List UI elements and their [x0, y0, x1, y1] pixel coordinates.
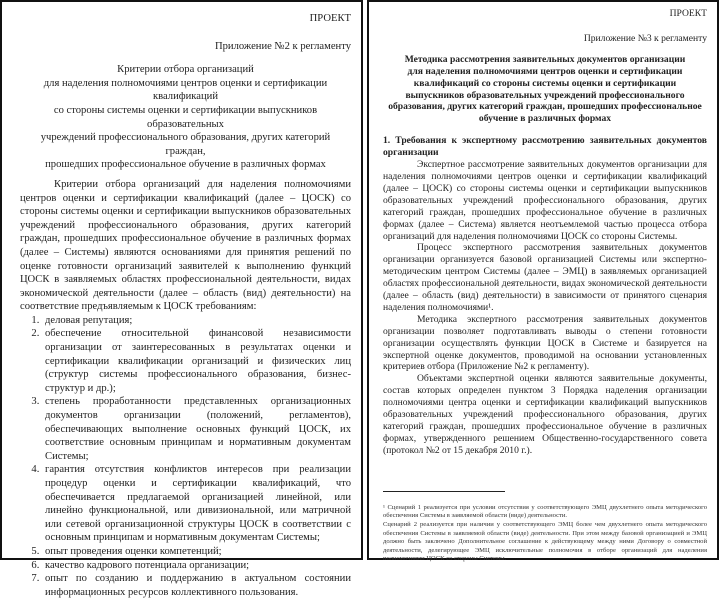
title-line: прошедших профессиональное обучение в различных формах [45, 159, 326, 171]
title-line: Методика рассмотрения заявительных документов организации [404, 53, 686, 65]
paragraph: Процесс экспертного рассмотрения заявительных документов организации организуется базовой организацией Системы или экспертно-методическим центром Системы (далее – ЭМЦ) в заявляемых организацией областях профессиональной деятельности, видах экономической деятельности (далее – область (вид) деятельности) в зависимости от принятого сценария наделения полномочиями¹. [383, 242, 707, 313]
title-line: квалификаций со стороны системы оценки и сертификации [413, 77, 677, 89]
paragraph: Экспертное рассмотрение заявительных документов организации для наделения полномочиями центров оценки и сертификации квалификаций (далее – ЦОСК) со стороны системы оценки и сертификации выпускников образовательных учреждений профессионального образования, других категорий граждан, прошедших профессиональное обучение в различных формах (далее – Система) является неотъемлемой частью процесса отбора организаций для наделения полномочиями ЦОСК со стороны Системы. [383, 159, 707, 242]
document-title [20, 63, 351, 172]
title-line: учреждений профессионального образования, других категорий граждан, [40, 132, 331, 157]
title-line: образования, других категорий граждан, прошедших профессиональное [388, 101, 702, 113]
intro-paragraph: Критерии отбора организаций для наделения полномочиями центров оценки и сертификации квалификаций (далее – ЦОСК) со стороны системы оценки и сертификации выпускников образовательных учреждений профессионального образования, других категорий граждан, прошедших профессиональное обучение в различных формах (далее – Системы) являются основаниями для принятия решений по оценке готовности организаций заявителей к выполнению функций ЦОСК в заявляемых областях профессиональной деятельности, видах экономической деятельности (далее – область (вид) деятельности) на соответствие предъявляемым к ЦОСК требованиям: [20, 178, 351, 313]
section-heading: 1. Требования к экспертному рассмотрению заявительных документов организации [383, 135, 707, 159]
list-item: 2. обеспечение относительной финансовой независимости организации от заинтересованных в результатах оценки и сертификации квалификации организаций и физических лиц (структур системы профессионального образования, бизнес-структур и др.); [42, 327, 351, 395]
document-title [383, 54, 707, 125]
list-item: 3. степень проработанности представленных организационных документов организации (положений, регламентов), обеспечивающих выполнение основных функций ЦОСК, их соответствие основным принципам и нормативным документам Системы; [42, 395, 351, 463]
appendix-label: Приложение №3 к регламенту [583, 32, 707, 44]
footnote-separator [383, 491, 505, 492]
title-line: Критерии отбора организаций [117, 64, 254, 76]
title-line: обучение в различных формах [478, 113, 612, 125]
footnote: ¹ Сценарий 1 реализуется при условии отсутствия у соответствующего ЭМЦ двухлетнего опыта методического обеспечения Системы в заявляемой области (виде) деятельности. [383, 503, 707, 520]
criteria-list [20, 314, 351, 599]
title-line: выпускников образовательных учреждений профессионального [405, 89, 685, 101]
list-item: 5. опыт проведения оценки компетенций; [42, 545, 351, 559]
footnote: Сценарий 2 реализуется при наличии у соответствующего ЭМЦ более чем двухлетнего опыта методического обеспечения Системы в заявляемой области (виде) деятельности. При этом между базовой организацией и ЭМЦ должно быть заключено Дополнительное соглашение к действующему между ними Договору о совместной деятельности, делегирующее ЭМЦ исключительные полномочия в отборе организаций для наделения полномочиями ЦОСК со стороны Системы. [383, 520, 707, 563]
list-item: 1. деловая репутация; [42, 314, 351, 328]
title-line: со стороны системы оценки и сертификации выпускников образовательных [53, 104, 318, 130]
appendix-label: Приложение №2 к регламенту [214, 40, 351, 52]
paragraph: Методика экспертного рассмотрения заявительных документов организации позволяет подготавливать выводы о степени готовности организации осуществлять функции ЦОСК в Системе и базируется на экспертной оценке документов, проводимой на основании установленных критериев отбора (Приложение №2 к регламенту). [383, 313, 707, 373]
title-line: для наделения полномочиями центров оценки и сертификации квалификаций [43, 77, 328, 103]
project-stamp: ПРОЕКТ [309, 13, 351, 24]
paragraph: Объектами экспертной оценки являются заявительные документы, состав которых определен пунктом 3 Порядка наделения организации полномочиями центра оценки и сертификации квалификаций выпускников образовательных учреждений профессионального образования, других категорий граждан, прошедших профессиональное обучение в различных формах, утвержденного решением Общественно-государственного совета (протокол №2 от 15 декабря 2010 г.). [383, 373, 707, 456]
project-stamp: ПРОЕКТ [669, 8, 707, 19]
title-line: для наделения полномочиями центров оценки и сертификации [407, 65, 683, 77]
list-item: 4. гарантия отсутствия конфликтов интересов при реализации процедур оценки и сертификации квалификаций, что обеспечивается предлагаемой организацией линейной, или линейно функциональной, или дивизиональной, или матричной или сетевой организационной структуры ЦОСК в соответствии с основным принципам и нормативным документам Системы; [42, 463, 351, 545]
right-document-page [367, 0, 719, 563]
list-item: 6. качество кадрового потенциала организации; [42, 559, 351, 573]
list-item: 7. опыт по созданию и поддержанию в актуальном состоянии информационных ресурсов коллективного пользования. [42, 572, 351, 599]
